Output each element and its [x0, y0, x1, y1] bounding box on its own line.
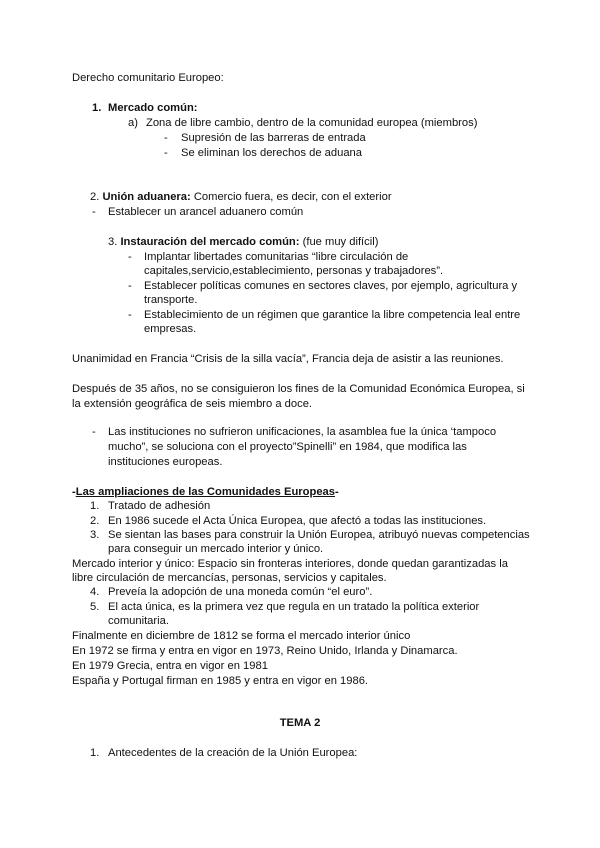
final-line-3: En 1979 Grecia, entra en vigor en 1981: [72, 660, 268, 672]
section-2-bullet-1: Establecer un arancel aduanero común: [108, 206, 304, 218]
mercado-interior-2: libre circulación de mercancías, personas, servicios y capitales.: [72, 572, 387, 584]
list-number: 1.: [90, 500, 100, 512]
mercado-interior-1: Mercado interior y único: Espacio sin fronteras interiores, donde quedan garantizadas la: [72, 558, 508, 570]
paragraph-3a: Las instituciones no sufrieron unificaciones, la asamblea fue la única ‘tampoco: [108, 426, 497, 438]
paragraph-1: Unanimidad en Francia “Crisis de la silla vacía”, Francia deja de asistir a las reuniones.: [72, 353, 504, 365]
section-3-rest: (fue muy difícil): [299, 236, 379, 248]
section-1-bullet-1: Supresión de las barreras de entrada: [181, 132, 366, 144]
tema-heading: TEMA 2: [279, 717, 321, 729]
heading-post-dash: -: [335, 486, 339, 498]
ampliaciones-item-2: En 1986 sucede el Acta Única Europea, que afectó a todas las instituciones.: [108, 515, 487, 527]
list-number: 5.: [90, 601, 100, 613]
ampliaciones-title: Las ampliaciones de las Comunidades Europeas: [75, 486, 335, 498]
ampliaciones-heading: [72, 485, 339, 499]
bullet-dash: -: [128, 251, 132, 263]
bullet-dash: -: [92, 206, 96, 218]
section-1-heading: Mercado común:: [108, 102, 198, 114]
ampliaciones-item-5a: El acta única, es la primera vez que regula en un tratado la política exterior: [108, 601, 480, 613]
section-2-number: 2.: [90, 191, 100, 203]
ampliaciones-item-5b: comunitaria.: [108, 615, 169, 627]
ampliaciones-item-3b: para conseguir un mercado interior y único.: [108, 543, 324, 555]
list-number: 1.: [90, 747, 100, 759]
bullet-dash: -: [92, 426, 96, 438]
paragraph-2b: la extensión geográfica de seis miembro a doce.: [72, 398, 313, 410]
list-number: 3.: [90, 529, 100, 541]
document-title: Derecho comunitario Europeo:: [72, 72, 224, 84]
ampliaciones-item-4: Preveía la adopción de una moneda común “el euro”.: [108, 586, 373, 598]
tema-item-1: Antecedentes de la creación de la Unión Europea:: [108, 747, 358, 759]
heading-pre-dash: -: [72, 486, 76, 498]
section-1-number: 1.: [92, 102, 102, 114]
bullet-dash: -: [164, 147, 168, 159]
section-2-heading: Unión aduanera:: [102, 191, 191, 203]
section-3-number: 3.: [108, 236, 118, 248]
list-number: 2.: [90, 515, 100, 527]
final-line-2: En 1972 se firma y entra en vigor en 1973, Reino Unido, Irlanda y Dinamarca.: [72, 645, 458, 657]
list-number: 4.: [90, 586, 100, 598]
section-3-bullet-2a: Establecer políticas comunes en sectores claves, por ejemplo, agricultura y: [144, 280, 518, 292]
section-3-bullet-3b: empresas.: [144, 323, 197, 335]
paragraph-2a: Después de 35 años, no se consiguieron los fines de la Comunidad Económica Europea, si: [72, 383, 525, 395]
bullet-dash: -: [128, 280, 132, 292]
final-line-4: España y Portugal firman en 1985 y entra en vigor en 1986.: [72, 675, 369, 687]
section-2-line: [90, 190, 392, 204]
section-3-heading: Instauración del mercado común:: [120, 236, 300, 248]
section-3-bullet-1a: Implantar libertades comunitarias “libre circulación de: [144, 251, 409, 263]
section-1-a-marker: a): [128, 117, 138, 129]
section-1-bullet-2: Se eliminan los derechos de aduana: [181, 147, 362, 159]
paragraph-3b: mucho”, se soluciona con el proyecto”Spinelli” en 1984, que modifica las: [108, 441, 467, 453]
section-3-bullet-2b: transporte.: [144, 294, 198, 306]
section-3-line: [108, 235, 378, 249]
section-3-bullet-3a: Establecimiento de un régimen que garantice la libre competencia leal entre: [144, 309, 521, 321]
ampliaciones-item-1: Tratado de adhesión: [108, 500, 211, 512]
bullet-dash: -: [164, 132, 168, 144]
ampliaciones-item-3a: Se sientan las bases para construir la Unión Europea, atribuyó nuevas competencias: [108, 529, 530, 541]
section-3-bullet-1b: capitales,servicio,establecimiento, personas y trabajadores”.: [144, 265, 444, 277]
paragraph-3c: instituciones europeas.: [108, 456, 223, 468]
bullet-dash: -: [128, 309, 132, 321]
final-line-1: Finalmente en diciembre de 1812 se forma el mercado interior único: [72, 630, 411, 642]
section-2-rest: Comercio fuera, es decir, con el exterior: [190, 191, 392, 203]
section-1-a-text: Zona de libre cambio, dentro de la comunidad europea (miembros): [146, 117, 478, 129]
